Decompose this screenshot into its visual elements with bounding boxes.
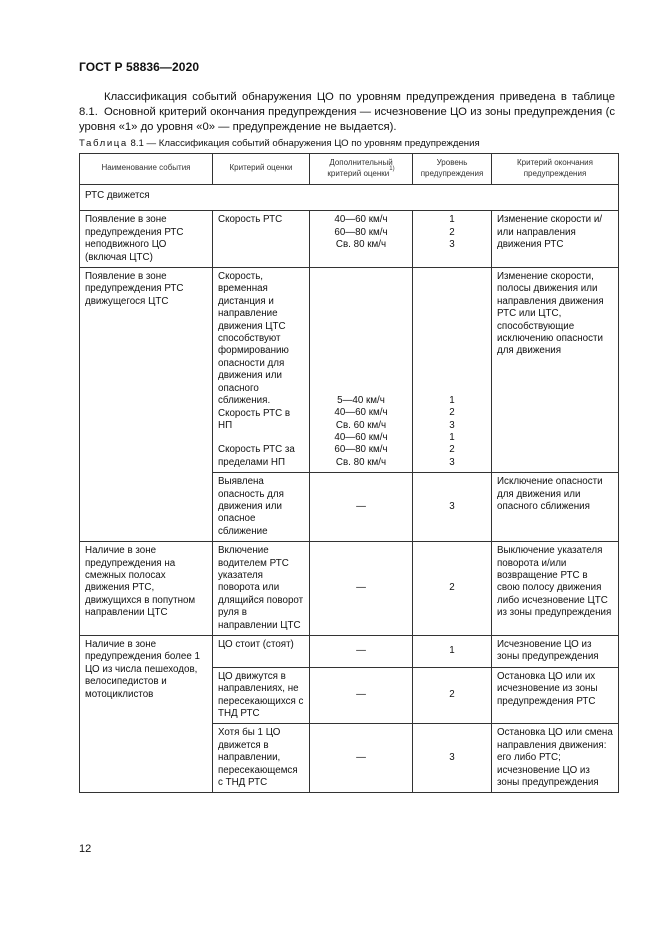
level-cell: 3 (413, 473, 492, 542)
section-title: РТС движется (80, 185, 619, 211)
end-criterion-cell: Исключение опасности для движения или опасного сближения (492, 473, 619, 542)
document-header: ГОСТ Р 58836—2020 (79, 60, 200, 74)
criterion-cell: Включение водителем РТС указателя поворота или длящийся поворот руля в направлении ЦТС (213, 542, 310, 636)
additional-criterion-cell: 5—40 км/ч 40—60 км/ч Св. 60 км/ч 40—60 км/ч 60—80 км/ч Св. 80 км/ч (310, 268, 413, 473)
level-cell: 3 (413, 724, 492, 793)
additional-criterion-cell: 40—60 км/ч 60—80 км/ч Св. 80 км/ч (310, 211, 413, 268)
end-criterion-cell: Выключение указателя поворота и/или возвращение РТС в свою полосу движения либо исчезновение ЦТС из зоны предупреждения (492, 542, 619, 636)
criterion-cell: ЦО движутся в направлениях, не пересекающихся с ТНД РТС (213, 667, 310, 724)
table-row (80, 542, 619, 636)
table-caption (79, 138, 480, 149)
event-cell: Наличие в зоне предупреждения более 1 ЦО из числа пешеходов, велосипедистов и мотоциклистов (80, 636, 213, 793)
classification-table (79, 153, 619, 793)
section-row (80, 185, 619, 211)
table-row (80, 636, 619, 668)
end-criterion-cell: Остановка ЦО или их исчезновение из зоны предупреждения РТС (492, 667, 619, 724)
table-caption-prefix: Таблица (79, 138, 128, 149)
header-criterion: Критерий оценки (213, 154, 310, 185)
criterion-cell: Скорость, временная дистанция и направление движения ЦТС способствуют формированию опасности для движения или опасного сближения. Скорость РТС в НП Скорость РТС за пределами НП (213, 268, 310, 473)
additional-criterion-cell: — (310, 473, 413, 542)
table-row (80, 211, 619, 268)
header-warning-level: Уровень предупреждения (413, 154, 492, 185)
table-row (80, 268, 619, 473)
footnote-marker: 1) (389, 165, 395, 172)
level-cell: 1 2 3 (413, 211, 492, 268)
end-criterion-cell: Исчезновение ЦО из зоны предупреждения (492, 636, 619, 668)
level-cell: 1 2 3 1 2 3 (413, 268, 492, 473)
event-cell: Наличие в зоне предупреждения на смежных полосах движения РТС, движущихся в попутном направлении ЦТС (80, 542, 213, 636)
criterion-cell: Выявлена опасность для движения или опасное сближение (213, 473, 310, 542)
header-additional-criterion: Дополнительный критерий оценки$^{1)}$ (310, 154, 413, 185)
additional-criterion-cell: — (310, 542, 413, 636)
event-cell: Появление в зоне предупреждения РТС неподвижного ЦО (включая ЦТС) (80, 211, 213, 268)
criterion-cell: ЦО стоит (стоят) (213, 636, 310, 668)
end-criterion-cell: Изменение скорости и/или направления движения РТС (492, 211, 619, 268)
page-number: 12 (79, 843, 92, 855)
intro-paragraph-2: Основной критерий окончания предупреждения — исчезновение ЦО из зоны предупреждения (с уровня «1» до уровня «0» — предупреждение не выдается). (79, 106, 615, 133)
header-end-criterion: Критерий окончания предупреждения (492, 154, 619, 185)
level-cell: 2 (413, 542, 492, 636)
additional-criterion-cell: — (310, 636, 413, 668)
event-cell: Появление в зоне предупреждения РТС движущегося ЦТС (80, 268, 213, 542)
end-criterion-cell: Изменение скорости, полосы движения или направления движения РТС или ЦТС, способствующие исключению опасности для движения (492, 268, 619, 473)
additional-criterion-cell: — (310, 724, 413, 793)
header-event: Наименование события (80, 154, 213, 185)
table-header-row (80, 154, 619, 185)
intro-paragraph-1: Классификация событий обнаружения ЦО по уровням предупреждения приведена в таблице 8.1. (79, 91, 615, 118)
end-criterion-cell: Остановка ЦО или смена направления движения: его либо РТС; исчезновение ЦО из зоны предупреждения (492, 724, 619, 793)
level-cell: 1 (413, 636, 492, 668)
table-caption-text: 8.1 — Классификация событий обнаружения ЦО по уровням предупреждения (130, 138, 480, 149)
additional-criterion-cell: — (310, 667, 413, 724)
level-cell: 2 (413, 667, 492, 724)
criterion-cell: Хотя бы 1 ЦО движется в направлении, пересекающемся с ТНД РТС (213, 724, 310, 793)
criterion-cell: Скорость РТС (213, 211, 310, 268)
